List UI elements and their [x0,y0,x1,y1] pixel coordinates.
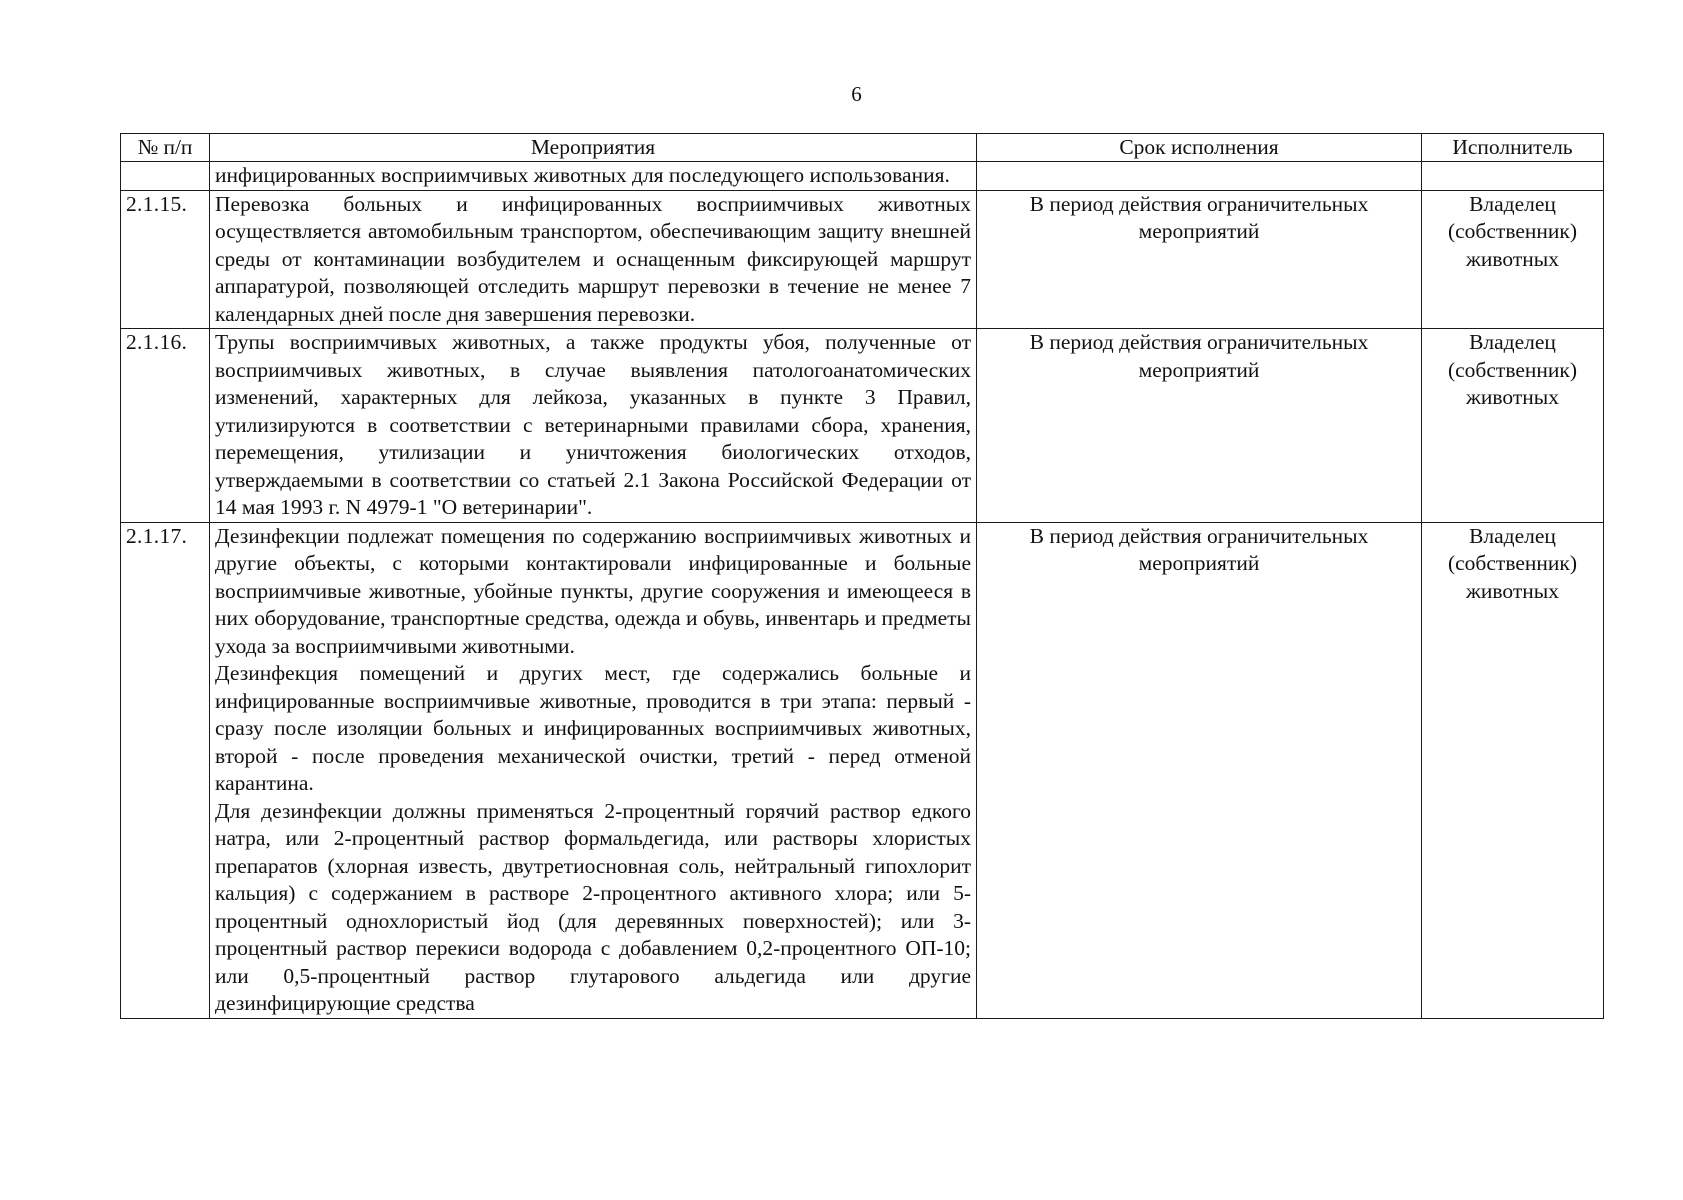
row-term [977,162,1422,191]
measures-table [120,133,1604,1019]
executor-line: животных [1466,578,1559,603]
row-term [977,329,1422,523]
header-num: № п/п [121,134,210,162]
executor-line: Владелец [1469,191,1556,216]
term-line: В период действия ограничительных [1029,523,1369,548]
row-activity [210,522,977,1018]
executor-line: (собственник) [1447,551,1578,575]
executor-line: Владелец [1469,523,1556,548]
term-line: мероприятий [1138,551,1260,575]
activity-paragraph: инфицированных восприимчивых животных для последующего использования. [215,163,950,187]
table-row [121,522,1604,1018]
executor-line: Владелец [1469,330,1556,354]
row-activity [210,190,977,329]
activity-paragraph: Перевозка больных и инфицированных восприимчивых животных осуществляется автомобильным транспортом, обеспечивающим защиту внешней среды от контаминации возбудителем и оснащенным фиксирующей маршрут аппаратурой, позволяющей отследить маршрут перевозки в течение не менее 7 календарных дней после дня завершения перевозки. [215,191,971,326]
row-number [121,162,210,191]
executor-line: (собственник) [1447,219,1578,243]
row-executor [1422,522,1604,1018]
row-activity [210,329,977,523]
term-line: мероприятий [1138,357,1260,382]
executor-line: животных [1466,246,1559,271]
row-term [977,522,1422,1018]
page-number: 6 [851,82,862,106]
activity-paragraph: Дезинфекция помещений и других мест, где содержались больные и инфицированные восприимчивые животные, проводится в три этапа: первый - сразу после изоляции больных и инфицированных восприимчивых животных, второй - после проведения механической очистки, третий - перед отменой карантина. [215,661,971,795]
header-term: Срок исполнения [977,134,1422,162]
row-number: 2.1.16. [121,329,210,523]
activity-paragraph: Трупы восприимчивых животных, а также продукты убоя, полученные от восприимчивых животных, в случае выявления патологоанатомических изменений, характерных для лейкоза, указанных в пункте 3 Правил, утилизируются в соответствии с ветеринарными правилами сбора, хранения, перемещения, утилизации и уничтожения биологических отходов, утверждаемыми в соответствии со статьей 2.1 Закона Российской Федерации от 14 мая 1993 г. N 4979-1 "О ветеринарии". [215,330,971,519]
executor-line: (собственник) [1447,357,1578,382]
term-line: мероприятий [1138,219,1260,243]
row-number: 2.1.17. [121,522,210,1018]
header-activity: Мероприятия [210,134,977,162]
activity-paragraph: Дезинфекции подлежат помещения по содержанию восприимчивых животных и другие объекты, с которыми контактировали инфицированные и больные восприимчивые животные, убойные пункты, другие сооружения и имеющееся в них оборудование, транспортные средства, одежда и обувь, инвентарь и предметы ухода за восприимчивыми животными. [215,523,971,658]
term-line: В период действия ограничительных [1029,330,1369,354]
row-activity [210,162,977,191]
row-executor [1422,190,1604,329]
table-header-row [121,134,1604,162]
row-executor [1422,329,1604,523]
table-row [121,162,1604,191]
row-number: 2.1.15. [121,190,210,329]
header-executor: Исполнитель [1422,134,1604,162]
activity-paragraph: Для дезинфекции должны применяться 2-процентный горячий раствор едкого натра, или 2-процентный раствор формальдегида, или растворы хлористых препаратов (хлорная известь, двутретиосновная соль, нейтральный гипохлорит кальция) с содержанием в растворе 2-процентного активного хлора; или 5-процентный однохлористый йод (для деревянных поверхностей); или 3-процентный раствор перекиси водорода с добавлением 0,2-процентного ОП-10; или 0,5-процентный раствор глутарового альдегида или другие дезинфицирующие средства [215,798,971,1015]
row-executor [1422,162,1604,191]
row-term [977,190,1422,329]
term-line: В период действия ограничительных [1029,191,1369,216]
table-row [121,190,1604,329]
executor-line: животных [1466,385,1559,409]
table-row [121,329,1604,523]
